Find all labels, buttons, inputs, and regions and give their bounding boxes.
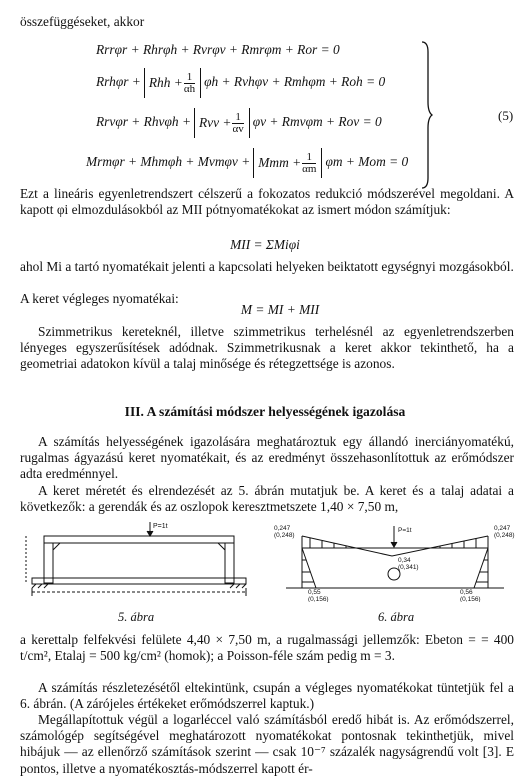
equation-mii: MII = ΣMiφi	[230, 237, 300, 252]
figure-5-caption: 5. ábra	[118, 610, 155, 624]
moment-label: 0,55	[308, 589, 321, 596]
paragraph-reduction: Ezt a lineáris egyenletrendszert célszerű a fokozatos redukció módszerével megoldani. A kapott φi elmozdulásokból az MII pótnyomatékokat az ismert módon számítjuk:	[20, 186, 514, 218]
moment-label: (0,248)	[274, 532, 295, 539]
equation-1: Rrrφr + Rhrφh + Rvrφv + Rmrφm + Ror = 0	[96, 42, 340, 57]
moment-label: (0,156)	[460, 596, 481, 602]
moment-label: (0,341)	[398, 564, 419, 571]
equation-4: Mrmφr + Mhmφh + Mvmφv + Mmm + $\frac{1}{\alpha m}$ φm + Mom = 0	[86, 148, 408, 178]
moment-label: 0,247	[494, 525, 511, 532]
paragraph-error: Megállapítottuk végül a logarléccel való számításból eredő hibát is. Az erőmódszerrel, számológép segítségével meghatározott nyomatékokat pontosnak tekinthetjük, mivel hibájuk — az ellenőrző számítások szerint — csak 10⁻⁷ százalék nagyságrendű volt [3]. E pontos, illetve a nyomatékosztás-módszerrel kapott ér-	[20, 712, 514, 776]
figure-6-load-label: P=1t	[398, 527, 412, 534]
moment-label: (0,248)	[494, 532, 515, 539]
moment-label: 0,34	[398, 557, 411, 564]
paragraph-symmetry: Szimmetrikus kereteknél, illetve szimmetrikus terhelésnél az egyenletrendszerben lényeges egyszerűsítések adódnak. Szimmetrikusnak a keret akkor tekinthető, ha a geometriai adatokon kívül a talaj minősége és rétegzettsége is azonos.	[20, 324, 514, 372]
equation-3: Rrvφr + Rhvφh + Rvv + $\frac{1}{\alpha v}$ φv + Rmvφm + Rov = 0	[96, 108, 382, 138]
section-heading: III. A számítási módszer helyességének igazolása	[124, 404, 406, 419]
paragraph-final-moments: A keret végleges nyomatékai:	[20, 291, 179, 306]
figure-5-frame	[22, 518, 260, 600]
moment-label: 0,56	[460, 589, 473, 596]
intro-text: összefüggéseket, akkor	[20, 14, 145, 29]
figure-6-caption: 6. ábra	[378, 610, 415, 624]
paragraph-verification: A számítás helyességének igazolására meghatároztuk egy állandó inerciányomatékú, rugalmas ágyazású keret nyomatékait, és az eredményt összehasonlítottuk az erőmódszer adta eredménnyel.	[20, 434, 514, 482]
paragraph-unit-moves: ahol Mi a tartó nyomatékait jelenti a kapcsolati helyeken beiktatott egységnyi mozgásokból.	[20, 259, 514, 274]
paragraph-results: A számítás részletezésétől eltekintünk, csupán a végleges nyomatékokat tüntetjük fel a 6. ábrán. (A zárójeles értékeket erőmódszerrel kaptuk.)	[20, 680, 514, 712]
paragraph-frame-data: A keret méretét és elrendezését az 5. ábrán mutatjuk be. A keret és a talaj adatai a következők: a gerendák és az oszlopok keresztmetszete 1,40 × 7,50 m,	[20, 483, 514, 515]
paragraph-material-data: a kerettalp felfekvési felülete 4,40 × 7,50 m, a rugalmassági jellemzők: Ebeton = = 400 t/cm², Etalaj = 500 kg/cm² (homok); a Poisson-féle szám pedig m = 3.	[20, 632, 514, 664]
equation-final: M = MI + MII	[240, 302, 320, 317]
figure-5-load-label: P=1t	[153, 523, 168, 530]
equation-number: (5)	[498, 108, 514, 123]
moment-label: 0,247	[274, 525, 291, 532]
moment-label: (0,156)	[308, 596, 329, 602]
equation-brace-icon	[418, 40, 434, 190]
equation-2: Rrhφr + Rhh + $\frac{1}{\alpha h}$ φh + Rvhφv + Rmhφm + Roh = 0	[96, 68, 385, 98]
figure-6-moment-diagram	[272, 516, 522, 602]
